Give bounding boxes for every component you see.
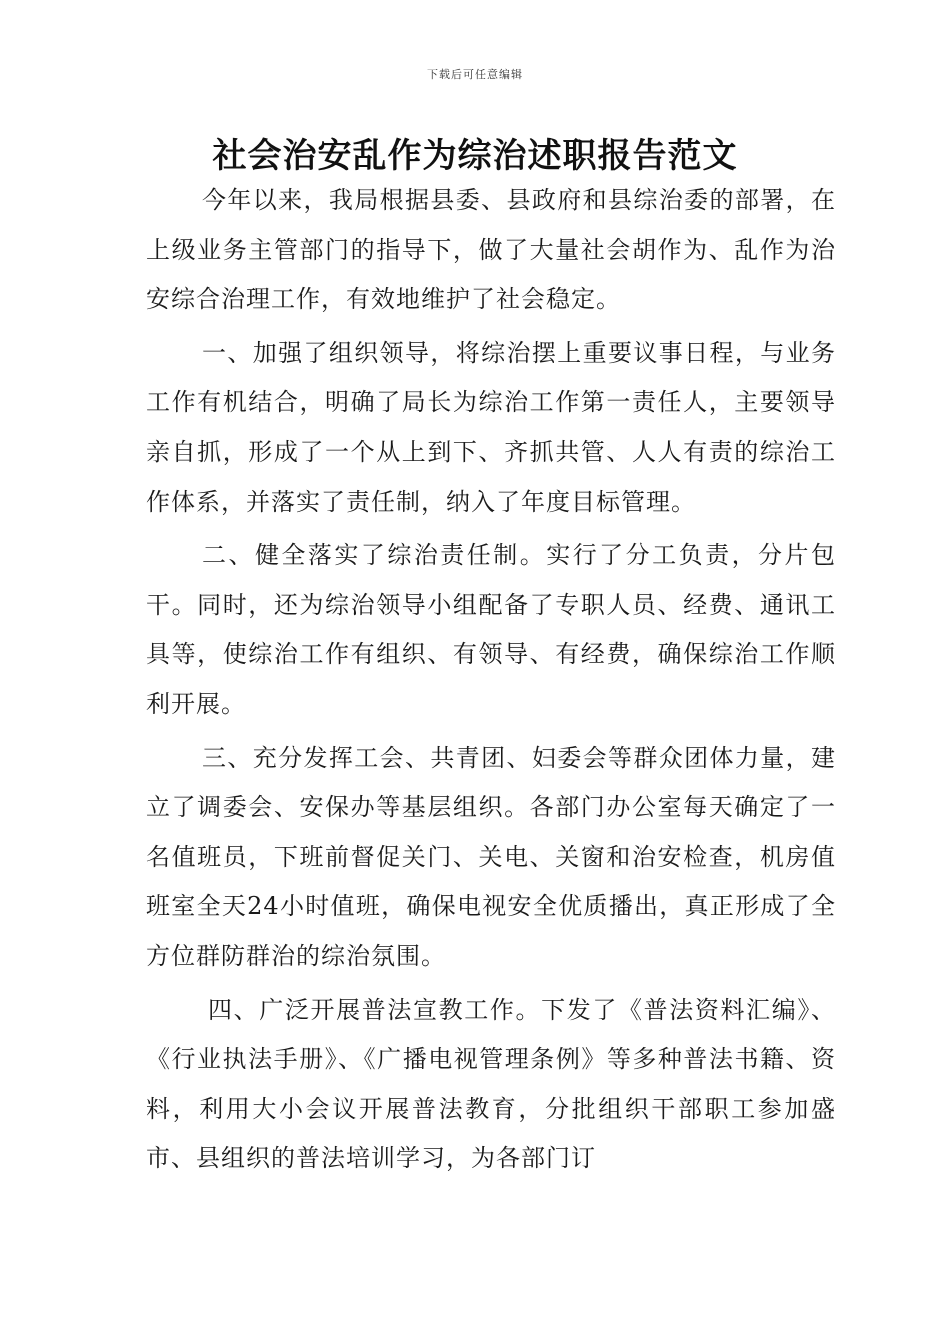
paragraph-section-4: 四、广泛开展普法宣教工作。下发了《普法资料汇编》、《行业执法手册》、《广播电视管理条例》等多种普法书籍、资料，利用大小会议开展普法教育，分批组织干部职工参加盛市、县组织的普法培训学习，为各部门订: [146, 995, 836, 1173]
paragraph-section-1: 一、加强了组织领导，将综治摆上重要议事日程，与业务工作有机结合，明确了局长为综治工作第一责任人，主要领导亲自抓，形成了一个从上到下、齐抓共管、人人有责的综治工作体系，并落实了责任制，纳入了年度目标管理。: [146, 338, 836, 516]
paragraph-section-3: 三、充分发挥工会、共青团、妇委会等群众团体力量，建立了调委会、安保办等基层组织。各部门办公室每天确定了一名值班员，下班前督促关门、关电、关窗和治安检查，机房值班室全天24小时值班，确保电视安全优质播出，真正形成了全方位群防群治的综治氛围。: [146, 743, 836, 970]
header-note: 下载后可任意编辑: [427, 68, 523, 81]
paragraph-intro: 今年以来，我局根据县委、县政府和县综治委的部署，在上级业务主管部门的指导下，做了大量社会胡作为、乱作为治安综合治理工作，有效地维护了社会稳定。: [146, 186, 836, 314]
document-body: [146, 176, 836, 1188]
document-title: 社会治安乱作为综治述职报告范文: [212, 136, 738, 176]
paragraph-section-2: 二、健全落实了综治责任制。实行了分工负责，分片包干。同时，还为综治领导小组配备了专职人员、经费、通讯工具等，使综治工作有组织、有领导、有经费，确保综治工作顺利开展。: [146, 541, 836, 718]
